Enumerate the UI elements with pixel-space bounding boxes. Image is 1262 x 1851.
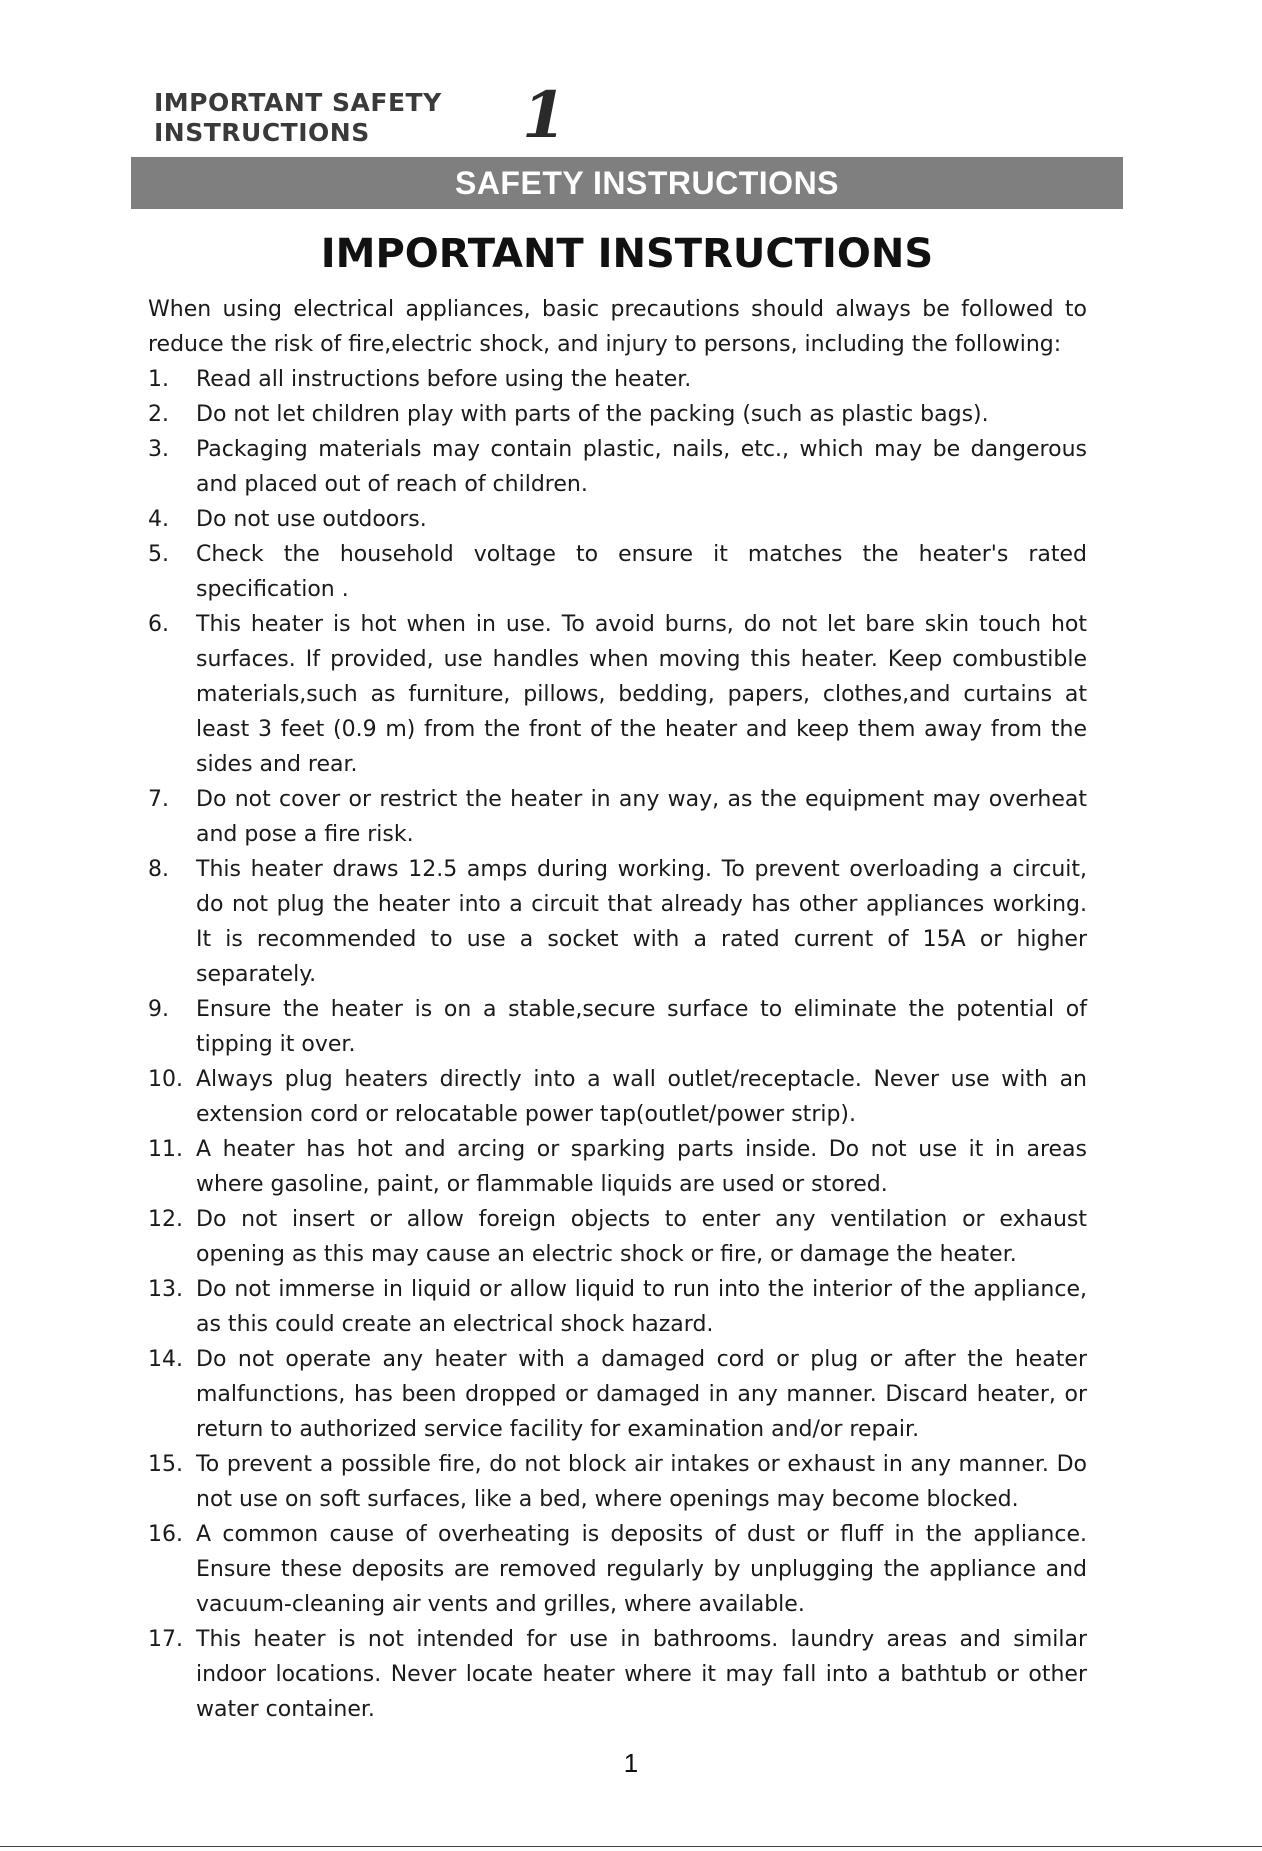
list-item-number: 4. (148, 507, 169, 532)
list-item-text: Do not immerse in liquid or allow liquid to run into the interior of the appliance, as this could create an electrical shock hazard. (196, 1277, 1087, 1337)
list-item (148, 397, 1087, 432)
list-item-number: 2. (148, 402, 169, 427)
list-item-number: 15. (148, 1452, 183, 1477)
list-item-number: 3. (148, 437, 169, 462)
list-item (148, 852, 1087, 992)
list-item-number: 8. (148, 857, 169, 882)
list-item-text: This heater draws 12.5 amps during working. To prevent overloading a circuit, do not plug the heater into a circuit that already has other appliances working. It is recommended to use a socket with a rated current of 15A or higher separately. (196, 857, 1087, 987)
list-item (148, 1342, 1087, 1447)
list-item-number: 13. (148, 1277, 183, 1302)
banner-title: SAFETY INSTRUCTIONS (454, 164, 840, 201)
section-header (154, 78, 567, 153)
list-item (148, 1202, 1087, 1272)
list-item (148, 1517, 1087, 1622)
document-body (148, 292, 1087, 1727)
list-item (148, 1272, 1087, 1342)
instruction-list (148, 362, 1087, 1727)
list-item-text: Read all instructions before using the heater. (196, 367, 692, 392)
list-item-number: 17. (148, 1627, 183, 1652)
list-item (148, 432, 1087, 502)
list-item-text: Do not insert or allow foreign objects to enter any ventilation or exhaust opening as this may cause an electric shock or fire, or damage the heater. (196, 1207, 1087, 1267)
list-item-text: Do not operate any heater with a damaged cord or plug or after the heater malfunctions, has been dropped or damaged in any manner. Discard heater, or return to authorized service facility for examination and/or repair. (196, 1347, 1087, 1442)
list-item-number: 16. (148, 1522, 183, 1547)
list-item (148, 1622, 1087, 1727)
list-item-number: 1. (148, 367, 169, 392)
section-number: 1 (522, 78, 567, 153)
list-item-text: This heater is hot when in use. To avoid burns, do not let bare skin touch hot surfaces. If provided, use handles when moving this heater. Keep combustible materials,such as furniture, pillows, bedding, papers, clothes,and curtains at least 3 feet (0.9 m) from the front of the heater and keep them away from the sides and rear. (196, 612, 1087, 777)
page-title: IMPORTANT INSTRUCTIONS (320, 231, 934, 277)
list-item (148, 1062, 1087, 1132)
list-item (148, 607, 1087, 782)
list-item-text: To prevent a possible fire, do not block air intakes or exhaust in any manner. Do not use on soft surfaces, like a bed, where openings may become blocked. (196, 1452, 1087, 1512)
list-item-text: Ensure the heater is on a stable,secure surface to eliminate the potential of tipping it over. (196, 997, 1087, 1057)
list-item (148, 1447, 1087, 1517)
list-item-number: 14. (148, 1347, 183, 1372)
list-item-number: 9. (148, 997, 169, 1022)
list-item-text: Packaging materials may contain plastic, nails, etc., which may be dangerous and placed out of reach of children. (196, 437, 1087, 497)
list-item-text: This heater is not intended for use in bathrooms. laundry areas and similar indoor locations. Never locate heater where it may fall into a bathtub or other water container. (196, 1627, 1087, 1722)
list-item-number: 12. (148, 1207, 183, 1232)
list-item-text: Do not use outdoors. (196, 507, 427, 532)
list-item-number: 6. (148, 612, 169, 637)
list-item (148, 1132, 1087, 1202)
list-item (148, 537, 1087, 607)
list-item (148, 992, 1087, 1062)
bottom-divider (0, 1846, 1262, 1847)
section-label-line2: INSTRUCTIONS (154, 118, 370, 147)
list-item-number: 10. (148, 1067, 183, 1092)
list-item (148, 782, 1087, 852)
section-label (154, 88, 442, 148)
list-item-number: 7. (148, 787, 169, 812)
list-item-text: A heater has hot and arcing or sparking parts inside. Do not use it in areas where gasoline, paint, or flammable liquids are used or stored. (196, 1137, 1087, 1197)
list-item-text: Check the household voltage to ensure it matches the heater's rated specification . (196, 542, 1087, 602)
list-item-number: 11. (148, 1137, 183, 1162)
section-banner (131, 157, 1123, 209)
list-item-text: Do not cover or restrict the heater in any way, as the equipment may overheat and pose a fire risk. (196, 787, 1087, 847)
section-label-line1: IMPORTANT SAFETY (154, 88, 442, 117)
list-item (148, 362, 1087, 397)
intro-paragraph: When using electrical appliances, basic precautions should always be followed to reduce the risk of fire,electric shock, and injury to persons, including the following: (148, 297, 1087, 357)
list-item-text: A common cause of overheating is deposits of dust or fluff in the appliance. Ensure these deposits are removed regularly by unplugging the appliance and vacuum-cleaning air vents and grilles, where available. (196, 1522, 1087, 1617)
list-item-text: Always plug heaters directly into a wall outlet/receptacle. Never use with an extension cord or relocatable power tap(outlet/power strip). (196, 1067, 1087, 1127)
page-number: 1 (623, 1748, 639, 1778)
list-item-number: 5. (148, 542, 169, 567)
list-item (148, 502, 1087, 537)
list-item-text: Do not let children play with parts of the packing (such as plastic bags). (196, 402, 989, 427)
